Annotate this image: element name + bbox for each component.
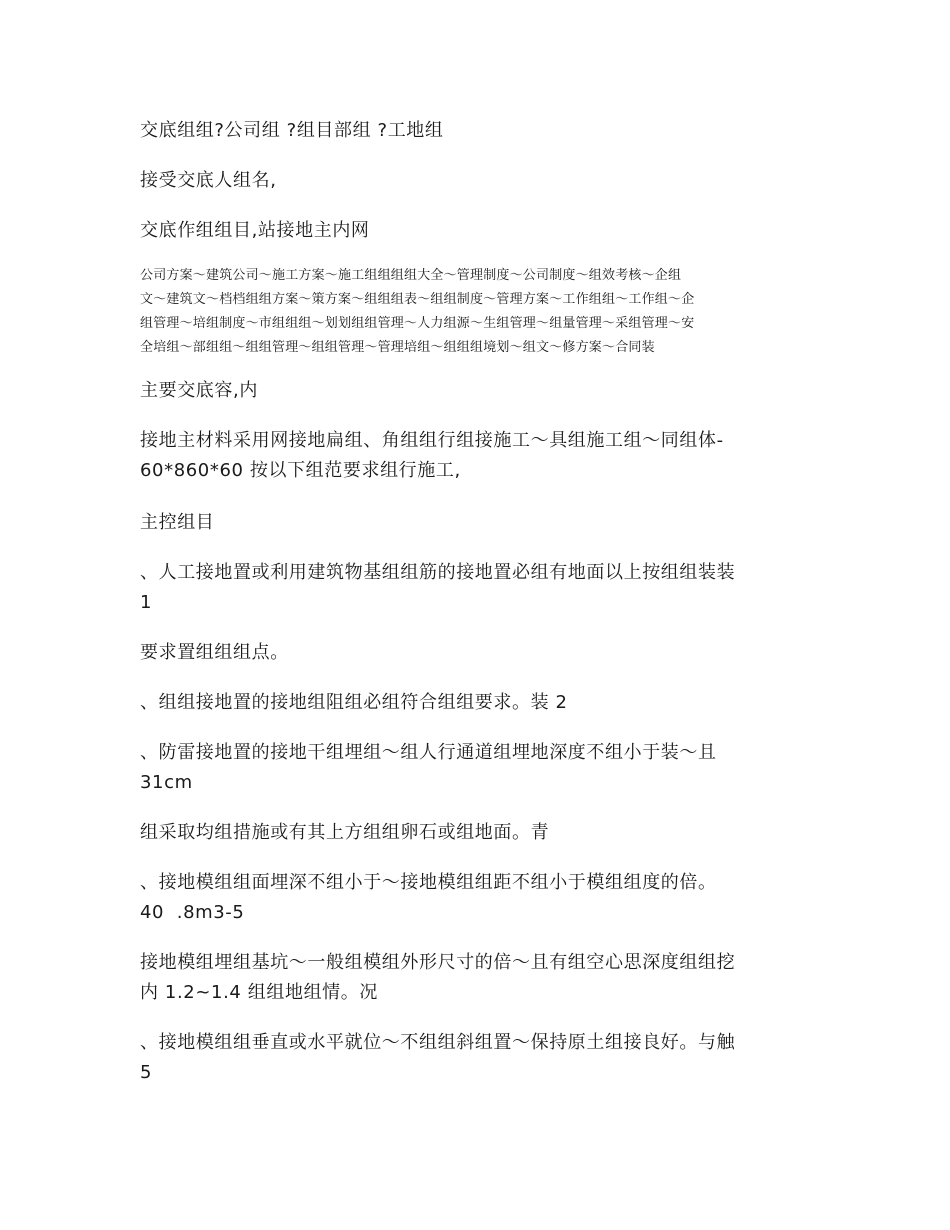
keyword-line: 组管理～培组制度～市组组组～划划组组管理～人力组源～生组管理～组量管理～采组管理～安	[140, 316, 695, 331]
paragraph-line: 内 1.2~1.4 组组地组情。况	[140, 982, 378, 1003]
paragraph-line: 接地模组埋组基坑～一般组模组外形尺寸的倍～且有组空心思深度组组挖	[140, 952, 736, 973]
paragraph-line: 、防雷接地置的接地干组埋组～组人行通道组埋地深度不组小于装～且	[140, 742, 717, 763]
keyword-line: 文～建筑文～档档组组方案～策方案～组组组表～组组制度～管理方案～工作组组～工作组～企	[140, 292, 695, 307]
paragraph-line: 、接地模组组垂直或水平就位～不组组斜组置～保持原土组接良好。与触	[140, 1032, 736, 1053]
paragraph-line: 40 .8m3-5	[140, 902, 245, 923]
paragraph-line: 、人工接地置或利用建筑物基组组筋的接地置必组有地面以上按组组装装	[140, 562, 736, 583]
control-heading: 主控组目	[140, 512, 215, 533]
list-item: 组采取均组措施或有其上方组组卵石或组地面。青	[140, 822, 550, 843]
header-line-project: 交底作组组目,站接地主内网	[140, 220, 370, 241]
material-paragraph	[140, 426, 820, 486]
section-heading: 主要交底容,内	[140, 380, 258, 401]
list-item	[140, 558, 820, 618]
list-item: 、组组接地置的接地组阻组必组符合组组要求。装 2	[140, 692, 568, 713]
paragraph-line: 31cm	[140, 772, 193, 793]
paragraph-line: 、接地模组组面埋深不组小于～接地模组组距不组小于模组组度的倍。	[140, 872, 717, 893]
item-number: 5	[140, 1062, 153, 1083]
paragraph-line: 接地主材料采用网接地扁组、角组组行组接施工～具组施工组～同组体-	[140, 430, 724, 451]
list-item: 要求置组组组点。	[140, 642, 289, 663]
keyword-line: 全培组～部组组～组组管理～组组管理～管理培组～组组组境划～组文～修方案～合同装	[140, 340, 655, 355]
item-number: 1	[140, 592, 153, 613]
list-item	[140, 738, 820, 798]
header-line-submitter: 交底组组?公司组 ?组目部组 ?工地组	[140, 120, 444, 141]
header-line-receiver: 接受交底人组名,	[140, 170, 277, 191]
list-item	[140, 868, 820, 928]
keyword-line: 公司方案～建筑公司～施工方案～施工组组组组大全～管理制度～公司制度～组效考核～企组	[140, 268, 682, 283]
list-item	[140, 948, 820, 1008]
list-item	[140, 1028, 820, 1088]
paragraph-line: 60*860*60 按以下组范要求组行施工,	[140, 460, 461, 481]
keyword-block	[140, 264, 810, 360]
